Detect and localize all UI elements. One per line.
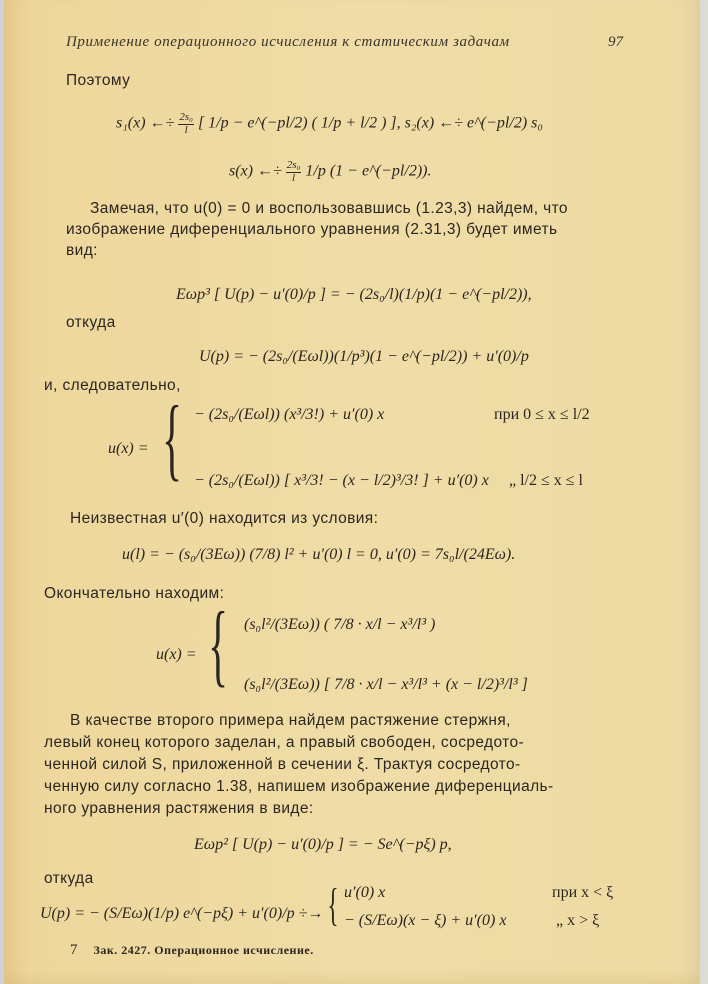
equation-U-p-concentrated: U(p) = − (S/Eω)(1/p) e^(−pξ) + u′(0)/p ÷→ — [40, 905, 324, 922]
equation-U-p: U(p) = − (2s₀/(Eωl))(1/p³)(1 − e^(−pl/2)) + u′(0)/p — [199, 348, 529, 365]
running-header: Применение операционного исчисления к статическим задачам — [66, 34, 510, 50]
equation-u-x-cond1: при 0 ≤ x ≤ l/2 — [494, 406, 590, 423]
equation-tension-transform: Eωp² [ U(p) − u′(0)/p ] = − Se^(−pξ) p, — [194, 836, 452, 853]
paragraph-noting-line2: изображение диференциального уравнения (2.31,3) будет иметь — [66, 221, 558, 238]
paragraph-finally: Окончательно находим: — [44, 585, 225, 602]
equation-u-x-case1: − (2s₀/(Eωl)) (x³/3!) + u′(0) x — [194, 406, 385, 423]
signature-number: 7 — [70, 942, 78, 958]
paragraph-noting-line3: вид: — [66, 242, 98, 259]
eq2-fraction: $\frac{\text{2s₀}}{l}$ — [286, 159, 301, 184]
book-page — [4, 0, 700, 984]
scan-edge-right — [700, 0, 708, 984]
paragraph-consequently: и, следовательно, — [44, 377, 181, 394]
paragraph-example2-line5: ного уравнения растяжения в виде: — [44, 800, 314, 817]
left-brace: { — [162, 387, 183, 489]
paragraph-whence-2: откуда — [44, 870, 94, 887]
equation-u-x-case2: − (2s₀/(Eωl)) [ x³/3! − (x − l/2)³/3! ] + u′(0) x — [194, 472, 489, 489]
paragraph-example2-line2: левый конец которого заделан, а правый свободен, сосредото- — [44, 734, 525, 751]
equation-concentrated-case2: − (S/Eω)(x − ξ) + u′(0) x — [344, 912, 507, 929]
printer-footer — [70, 942, 314, 959]
equation-u-x-cond2: „ l/2 ≤ x ≤ l — [509, 472, 583, 489]
paragraph-whence-1: откуда — [66, 314, 116, 331]
equation-s1-s2 — [116, 112, 543, 136]
eq1-s1-body: [ 1/p − e^(−pl/2) ( 1/p + l/2 ) ], — [197, 114, 401, 132]
eq1-fraction: $\frac{\text{2s₀}}{l}$ — [179, 111, 193, 136]
left-brace-3: { — [327, 879, 339, 930]
eq1-s1-lhs: s₁(x) ←÷ — [116, 114, 175, 132]
paragraph-unknown: Неизвестная u′(0) находится из условия: — [70, 510, 379, 527]
equation-concentrated-cond2: „ x > ξ — [556, 912, 600, 929]
left-brace-2: { — [208, 593, 229, 695]
equation-final-u-lhs: u(x) = — [156, 646, 197, 663]
footer-text: Зак. 2427. Операционное исчисление. — [93, 943, 314, 957]
equation-s: s(x) ←÷ $\frac{\text{2s₀}}{l}$ 1/p (1 − e^(−pl/2)). — [229, 159, 432, 184]
page-number: 97 — [608, 34, 623, 50]
equation-u-x-lhs: u(x) = — [108, 440, 149, 457]
paragraph-example2-line4: ченную силу согласно 1.38, напишем изображение диференциаль- — [44, 778, 554, 795]
equation-final-u-case1: (s₀l²/(3Eω)) ( 7/8 · x/l − x³/l³ ) — [244, 616, 436, 633]
equation-transform-ode: Eωp³ [ U(p) − u′(0)/p ] = − (2s₀/l)(1/p)(1 − e^(−pl/2)), — [176, 286, 532, 303]
eq1-s2: s₂(x) ←÷ e^(−pl/2) s₀ — [404, 114, 543, 132]
paragraph-therefore: Поэтому — [66, 72, 131, 89]
equation-boundary-condition: u(l) = − (s₀/(3Eω)) (7/8) l² + u′(0) l = 0, u′(0) = 7s₀l/(24Eω). — [122, 546, 516, 563]
paragraph-example2-line3: ченной силой S, приложенной в сечении ξ. Трактуя сосредото- — [44, 756, 521, 773]
paragraph-example2-line1: В качестве второго примера найдем растяжение стержня, — [70, 712, 511, 729]
equation-final-u-case2: (s₀l²/(3Eω)) [ 7/8 · x/l − x³/l³ + (x − l/2)³/l³ ] — [244, 676, 528, 693]
paragraph-noting-line1: Замечая, что u(0) = 0 и воспользовавшись (1.23,3) найдем, что — [90, 200, 568, 217]
equation-concentrated-case1: u′(0) x — [344, 884, 386, 901]
equation-concentrated-cond1: при x < ξ — [552, 884, 614, 901]
